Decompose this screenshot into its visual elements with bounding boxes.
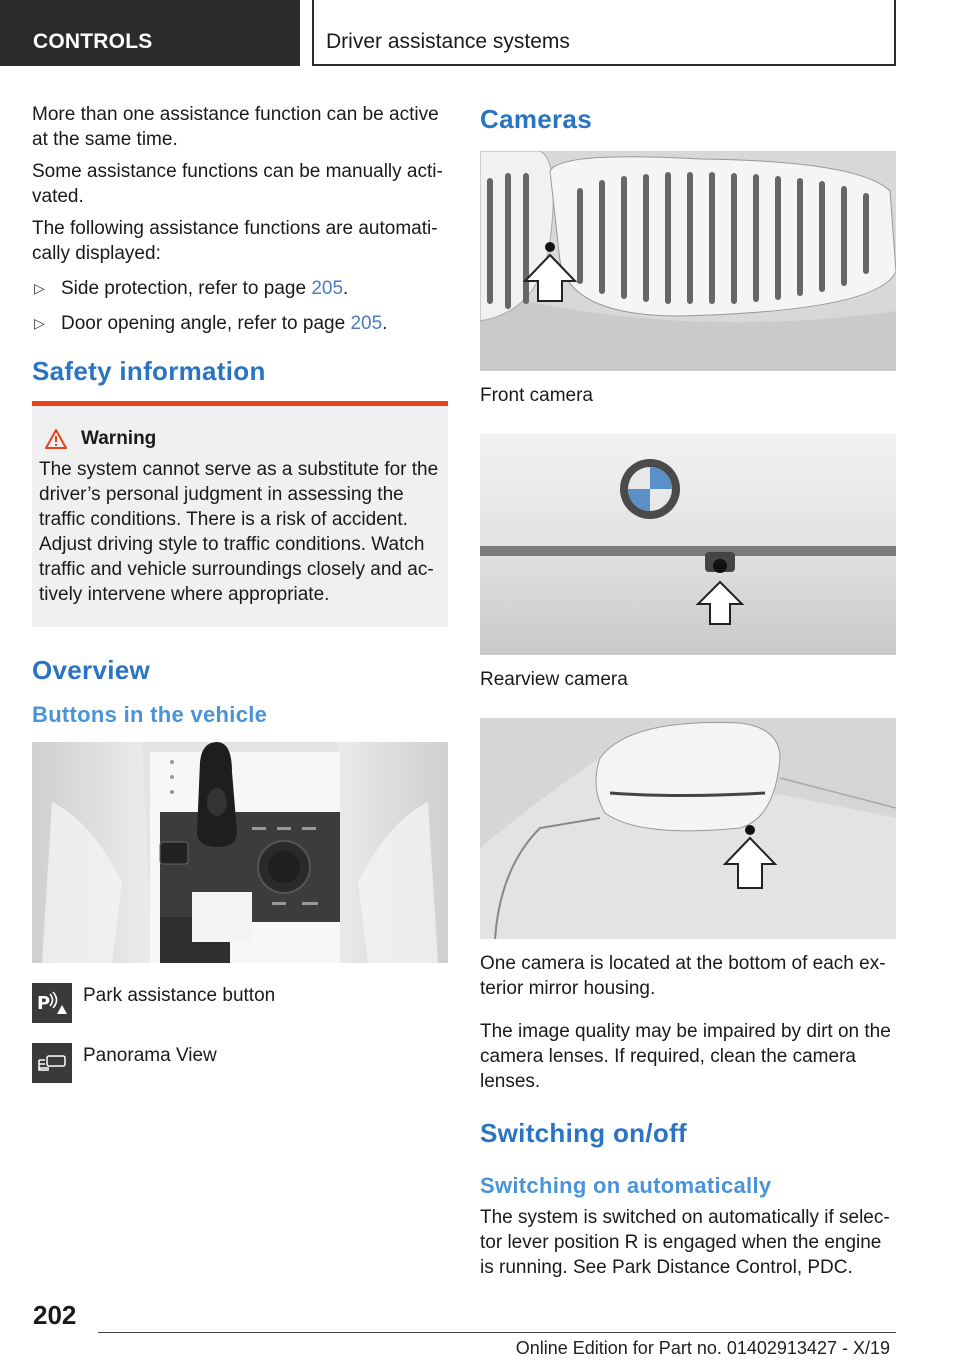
safety-heading: Safety information (32, 356, 266, 386)
panorama-view-label: Panorama View (83, 1045, 217, 1066)
rear-camera-image (480, 434, 896, 655)
button-row-panorama (32, 1043, 448, 1083)
page-number: 202 (33, 1300, 77, 1330)
park-assist-icon (32, 983, 72, 1023)
warning-text: The system cannot serve as a substitute for the driver’s personal judgment in assessing the traffic conditions. There is a risk of accident. Adjust driving style to traffic conditions. Watch traffic and vehicle surroundings closely and ac‐ tively intervene where appropriate. (39, 459, 439, 605)
warning-triangle-icon (45, 429, 67, 449)
panorama-view-icon (32, 1043, 72, 1083)
park-assist-label: Park assistance button (83, 985, 276, 1006)
page-ref-link[interactable]: 205 (350, 313, 383, 334)
list-item: ▷ Side protection, refer to page 205. (34, 278, 349, 299)
auto-heading: Switching on automatically (480, 1173, 772, 1198)
list-item: ▷ Door opening angle, refer to page 205. (34, 313, 388, 334)
footer-edition: Online Edition for Part no. 01402913427 - X/19 (515, 1338, 890, 1358)
intro-paragraph-3: The following assistance functions are automati‐ cally displayed: (32, 218, 438, 264)
left-column (32, 102, 448, 1083)
warning-title: Warning (81, 428, 157, 449)
intro-paragraph-1: More than one assistance function can be active at the same time. (32, 104, 439, 150)
intro-paragraph-2: Some assistance functions can be manually acti‐ vated. (32, 161, 443, 207)
mirror-camera-image (480, 718, 896, 939)
auto-text: The system is switched on automatically if selec‐ tor lever position R is engaged when the engine is running. See Park Distance Control, PDC. (480, 1207, 890, 1278)
button-row-park-assist (32, 983, 448, 1023)
svg-text:P: P (37, 993, 51, 1014)
triangle-bullet-icon: ▷ (34, 315, 45, 331)
rear-camera-caption: Rearview camera (480, 669, 628, 690)
switching-heading: Switching on/off (480, 1118, 687, 1148)
buttons-heading: Buttons in the vehicle (32, 702, 268, 727)
front-camera-caption: Front camera (480, 385, 593, 406)
header-section: CONTROLS (0, 0, 300, 66)
cameras-heading: Cameras (480, 104, 592, 134)
image-quality-text: The image quality may be impaired by dirt on the camera lenses. If required, clean the camera lenses. (480, 1021, 891, 1092)
center-console-image (32, 742, 448, 963)
right-column (480, 104, 896, 1287)
function-list (32, 276, 448, 336)
warning-box (32, 401, 448, 627)
overview-heading: Overview (32, 655, 151, 685)
mirror-camera-caption: One camera is located at the bottom of each ex‐ terior mirror housing. (480, 953, 886, 999)
warning-header (39, 428, 441, 450)
triangle-bullet-icon: ▷ (34, 280, 45, 296)
footer-divider (98, 1332, 896, 1333)
header-title: Driver assistance systems (312, 0, 896, 66)
front-camera-image (480, 151, 896, 371)
page-ref-link[interactable]: 205 (311, 278, 344, 299)
